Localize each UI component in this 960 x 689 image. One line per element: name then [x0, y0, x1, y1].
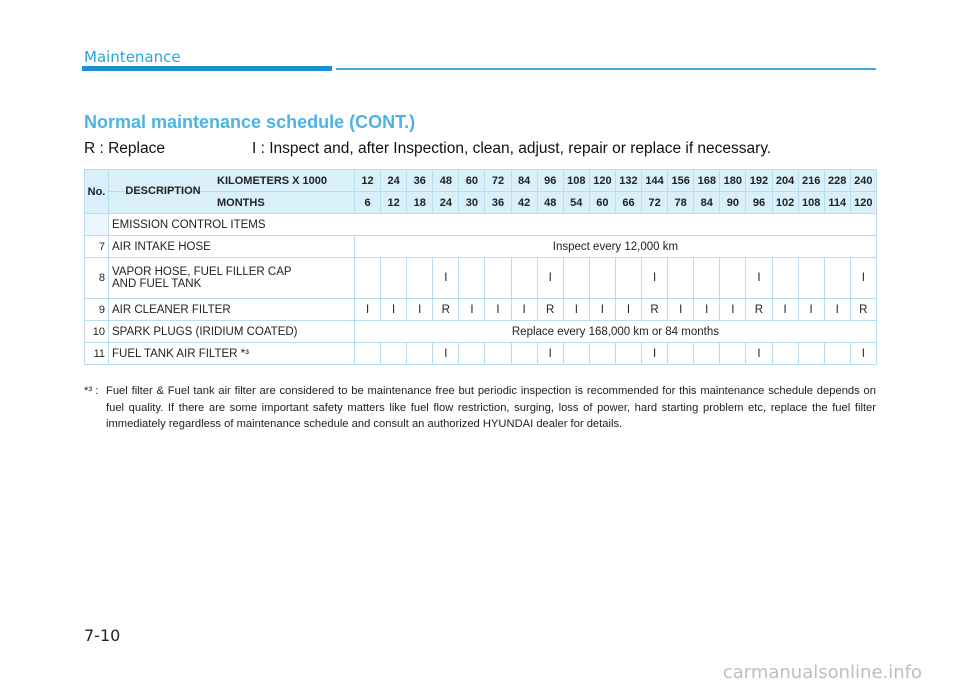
row-description: AIR INTAKE HOSE: [109, 236, 355, 258]
schedule-cell: [355, 343, 381, 365]
group-row: [85, 214, 877, 236]
km-value: 120: [589, 170, 615, 192]
schedule-cell: I: [485, 299, 511, 321]
month-value: 54: [563, 192, 589, 214]
footnote-text: Fuel filter & Fuel tank air filter are considered to be maintenance free but periodic inspection is recommended for this maintenance schedule depends on fuel quality. If there are some important safety matters like fuel flow restriction, surging, loss of power, hard starting problem etc, replace the fuel filter immediately regardless of maintenance schedule and consult an authorized HYUNDAI dealer for details.: [106, 385, 876, 430]
schedule-cell: I: [824, 299, 850, 321]
schedule-cell: [407, 258, 433, 299]
schedule-cell: [824, 258, 850, 299]
schedule-cell: I: [850, 343, 876, 365]
month-value: 72: [642, 192, 668, 214]
schedule-cell: I: [433, 258, 459, 299]
row-interval-text: Inspect every 12,000 km: [355, 236, 877, 258]
legend-replace: R : Replace: [84, 140, 165, 157]
schedule-cell: I: [746, 258, 772, 299]
header-rule-dark: [82, 66, 332, 71]
legend-inspect: I : Inspect and, after Inspection, clean, adjust, repair or replace if necessary.: [252, 140, 772, 157]
schedule-cell: I: [381, 299, 407, 321]
col-header-km: [109, 170, 355, 197]
month-value: 60: [589, 192, 615, 214]
group-label: EMISSION CONTROL ITEMS: [109, 214, 877, 236]
row-number: 11: [85, 343, 109, 365]
schedule-cell: [720, 343, 746, 365]
row-number: 9: [85, 299, 109, 321]
schedule-cell: [798, 258, 824, 299]
schedule-cell: [615, 258, 641, 299]
row-number: 8: [85, 258, 109, 299]
page-number: 7-10: [84, 626, 121, 645]
schedule-cell: [694, 258, 720, 299]
col-header-no: No.: [85, 170, 109, 214]
km-value: 24: [381, 170, 407, 192]
schedule-cell: I: [407, 299, 433, 321]
schedule-cell: [485, 343, 511, 365]
km-value: 60: [459, 170, 485, 192]
schedule-cell: I: [850, 258, 876, 299]
schedule-cell: I: [694, 299, 720, 321]
schedule-cell: R: [537, 299, 563, 321]
schedule-cell: I: [772, 299, 798, 321]
schedule-cell: I: [537, 343, 563, 365]
month-value: 42: [511, 192, 537, 214]
table-row: [85, 321, 877, 343]
months-label: MONTHS: [217, 196, 265, 209]
schedule-cell: [355, 258, 381, 299]
section-title: Maintenance: [84, 48, 181, 66]
row-number: 7: [85, 236, 109, 258]
month-value: 120: [850, 192, 876, 214]
km-value: 168: [694, 170, 720, 192]
km-value: 36: [407, 170, 433, 192]
header-row-km: [85, 170, 877, 192]
km-value: 228: [824, 170, 850, 192]
col-header-description: DESCRIPTION: [125, 184, 201, 197]
month-value: 66: [615, 192, 641, 214]
schedule-cell: [381, 343, 407, 365]
schedule-cell: I: [537, 258, 563, 299]
km-value: 72: [485, 170, 511, 192]
schedule-cell: I: [798, 299, 824, 321]
row-description-line2: AND FUEL TANK: [112, 278, 202, 290]
schedule-cell: I: [720, 299, 746, 321]
km-value: 156: [668, 170, 694, 192]
schedule-cell: [485, 258, 511, 299]
table-row: [85, 258, 877, 299]
footnote-mark: *³ :: [84, 385, 99, 397]
page-heading: Normal maintenance schedule (CONT.): [84, 112, 416, 132]
table-row: [85, 299, 877, 321]
schedule-cell: [668, 258, 694, 299]
schedule-cell: [563, 343, 589, 365]
table-row: [85, 236, 877, 258]
schedule-cell: I: [589, 299, 615, 321]
month-value: 84: [694, 192, 720, 214]
schedule-cell: I: [615, 299, 641, 321]
footnote: [84, 383, 876, 433]
row-description: [109, 258, 355, 299]
km-value: 192: [746, 170, 772, 192]
schedule-cell: I: [355, 299, 381, 321]
schedule-cell: R: [433, 299, 459, 321]
month-value: 18: [407, 192, 433, 214]
km-value: 240: [850, 170, 876, 192]
month-value: 114: [824, 192, 850, 214]
km-value: 96: [537, 170, 563, 192]
schedule-cell: [511, 343, 537, 365]
schedule-cell: [459, 258, 485, 299]
km-value: 216: [798, 170, 824, 192]
group-no-cell: [85, 214, 109, 236]
table-row: [85, 343, 877, 365]
schedule-cell: I: [642, 343, 668, 365]
month-value: 12: [381, 192, 407, 214]
row-description-line1: VAPOR HOSE, FUEL FILLER CAP: [112, 266, 292, 278]
schedule-cell: [589, 343, 615, 365]
schedule-cell: I: [668, 299, 694, 321]
schedule-cell: [615, 343, 641, 365]
month-value: 96: [746, 192, 772, 214]
km-value: 144: [642, 170, 668, 192]
schedule-cell: [381, 258, 407, 299]
km-value: 180: [720, 170, 746, 192]
km-value: 48: [433, 170, 459, 192]
schedule-cell: I: [433, 343, 459, 365]
schedule-cell: [720, 258, 746, 299]
schedule-cell: I: [563, 299, 589, 321]
schedule-cell: R: [746, 299, 772, 321]
schedule-cell: [694, 343, 720, 365]
watermark: carmanualsonline.info: [722, 662, 922, 683]
month-value: 6: [355, 192, 381, 214]
schedule-cell: I: [746, 343, 772, 365]
schedule-cell: [511, 258, 537, 299]
month-value: 30: [459, 192, 485, 214]
month-value: 108: [798, 192, 824, 214]
row-description: FUEL TANK AIR FILTER *³: [109, 343, 355, 365]
row-description: AIR CLEANER FILTER: [109, 299, 355, 321]
schedule-cell: [407, 343, 433, 365]
schedule-cell: I: [511, 299, 537, 321]
schedule-cell: [772, 258, 798, 299]
schedule-cell: [772, 343, 798, 365]
km-value: 204: [772, 170, 798, 192]
month-value: 90: [720, 192, 746, 214]
maintenance-table: [84, 169, 877, 365]
km-label: KILOMETERS X 1000: [217, 174, 328, 187]
row-number: 10: [85, 321, 109, 343]
schedule-cell: [824, 343, 850, 365]
schedule-cell: R: [850, 299, 876, 321]
km-value: 12: [355, 170, 381, 192]
km-value: 108: [563, 170, 589, 192]
month-value: 78: [668, 192, 694, 214]
month-value: 24: [433, 192, 459, 214]
km-value: 132: [615, 170, 641, 192]
schedule-cell: [459, 343, 485, 365]
km-value: 84: [511, 170, 537, 192]
schedule-cell: [589, 258, 615, 299]
schedule-cell: [563, 258, 589, 299]
row-description: SPARK PLUGS (IRIDIUM COATED): [109, 321, 355, 343]
month-value: 36: [485, 192, 511, 214]
schedule-cell: [668, 343, 694, 365]
schedule-cell: [798, 343, 824, 365]
header-rule-light: [336, 68, 876, 70]
row-interval-text: Replace every 168,000 km or 84 months: [355, 321, 877, 343]
month-value: 102: [772, 192, 798, 214]
month-value: 48: [537, 192, 563, 214]
schedule-cell: I: [459, 299, 485, 321]
schedule-cell: R: [642, 299, 668, 321]
schedule-cell: I: [642, 258, 668, 299]
